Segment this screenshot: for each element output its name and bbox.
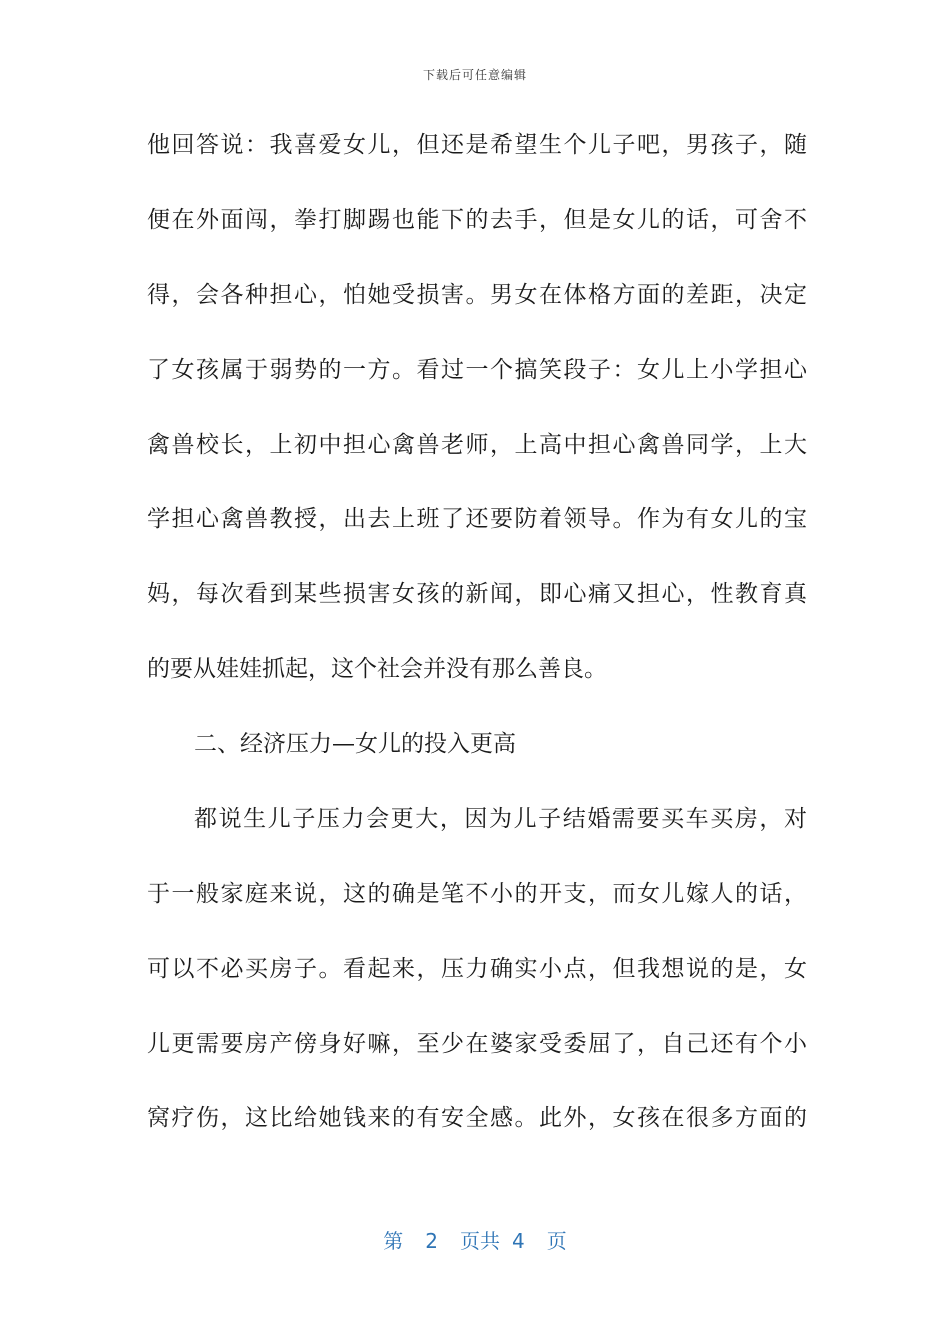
paragraph-line: 儿更需要房产傍身好嘛，至少在婆家受委屈了，自己还有个小: [147, 1031, 807, 1057]
page-footer: [0, 1225, 950, 1254]
paragraph-line: 的要从娃娃抓起，这个社会并没有那么善良。: [147, 656, 607, 682]
footer-page-prefix: 第: [383, 1229, 404, 1253]
paragraph-line: 了女孩属于弱势的一方。看过一个搞笑段子：女儿上小学担心: [147, 357, 807, 383]
paragraph-line: 可以不必买房子。看起来，压力确实小点，但我想说的是，女: [147, 956, 807, 982]
paragraph-line: 妈，每次看到某些损害女孩的新闻，即心痛又担心，性教育真: [147, 581, 807, 607]
paragraph-line: 得，会各种担心，怕她受损害。男女在体格方面的差距，决定: [147, 282, 807, 308]
footer-current-page: 2: [425, 1229, 438, 1253]
footer-total-pages: 4: [512, 1229, 525, 1253]
section-heading: 二、经济压力—女儿的投入更高: [194, 731, 516, 757]
page-header-note: 下载后可任意编辑: [422, 68, 527, 82]
paragraph-line: 禽兽校长，上初中担心禽兽老师，上高中担心禽兽同学，上大: [147, 432, 807, 458]
paragraph-line: 于一般家庭来说，这的确是笔不小的开支，而女儿嫁人的话，: [147, 881, 807, 907]
paragraph-line: 他回答说：我喜爱女儿，但还是希望生个儿子吧，男孩子，随: [147, 132, 807, 158]
footer-page-suffix: 页: [546, 1229, 567, 1253]
footer-page-mid: 页共: [460, 1229, 500, 1253]
paragraph-line: 都说生儿子压力会更大，因为儿子结婚需要买车买房，对: [194, 806, 807, 832]
paragraph-line: 学担心禽兽教授，出去上班了还要防着领导。作为有女儿的宝: [147, 506, 807, 532]
paragraph-line: 便在外面闯，拳打脚踢也能下的去手，但是女儿的话，可舍不: [147, 207, 807, 233]
paragraph-line: 窝疗伤，这比给她钱来的有安全感。此外，女孩在很多方面的: [147, 1105, 807, 1131]
